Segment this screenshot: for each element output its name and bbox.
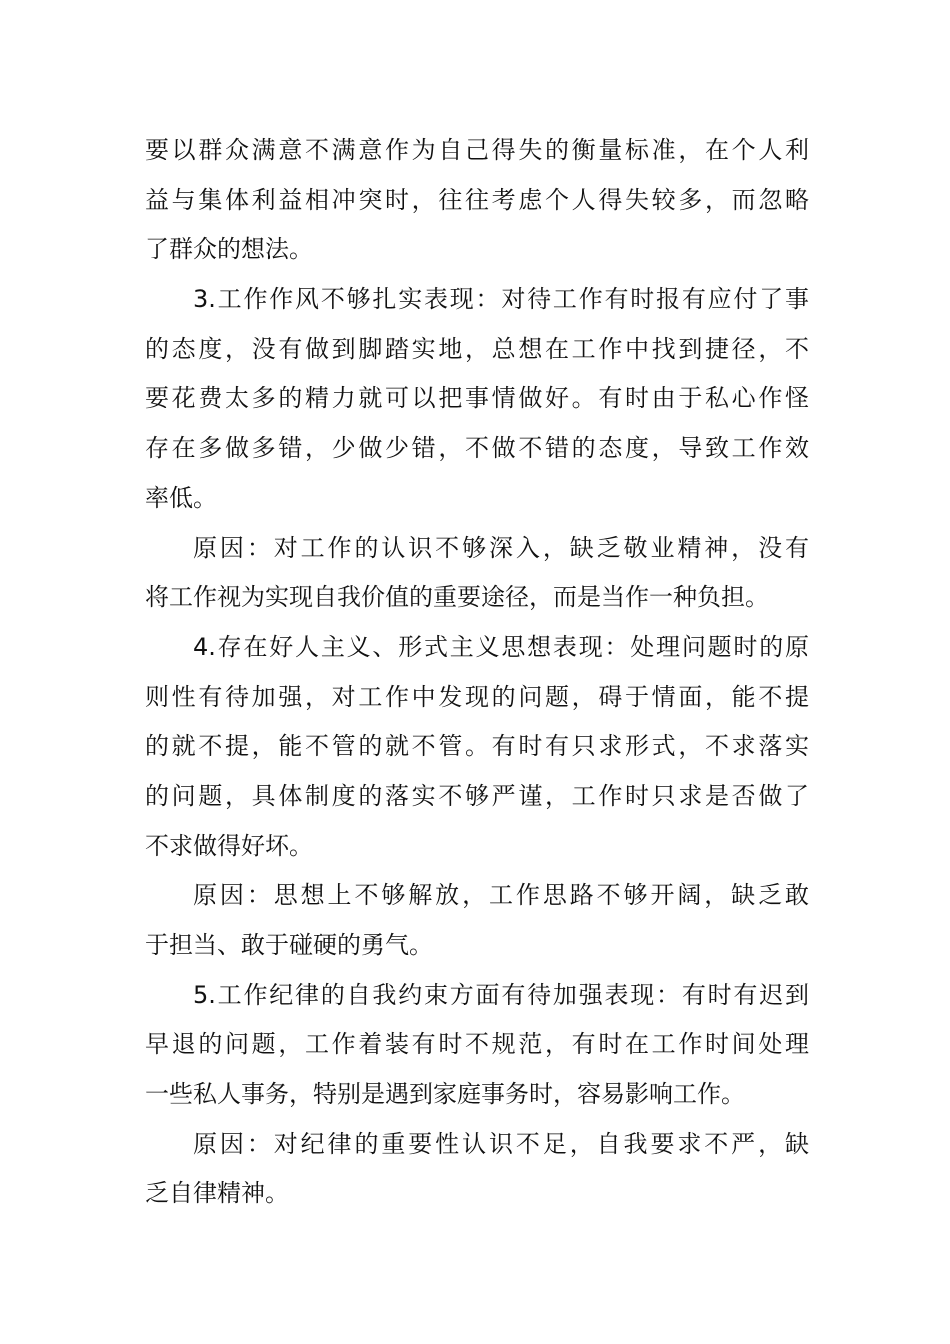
text-line: 5.工作纪律的自我约束方面有待加强表现：有时有迟到: [193, 980, 809, 1009]
text-line: 率低。: [145, 483, 217, 512]
text-line: 了群众的想法。: [145, 235, 313, 264]
text-line: 的问题，具体制度的落实不够严谨，工作时只求是否做了: [145, 781, 809, 810]
text-line: 4.存在好人主义、形式主义思想表现：处理问题时的原: [193, 632, 809, 661]
text-line: 早退的问题，工作着装有时不规范，有时在工作时间处理: [145, 1030, 809, 1059]
text-line: 不求做得好坏。: [145, 831, 313, 860]
text-line: 要花费太多的精力就可以把事情做好。有时由于私心作怪: [145, 384, 809, 413]
text-line: 一些私人事务，特别是遇到家庭事务时，容易影响工作。: [145, 1080, 745, 1109]
text-line: 将工作视为实现自我价值的重要途径，而是当作一种负担。: [145, 583, 769, 612]
text-line: 则性有待加强，对工作中发现的问题，碍于情面，能不提: [145, 682, 809, 711]
text-line: 原因：对纪律的重要性认识不足，自我要求不严，缺: [193, 1129, 809, 1158]
text-line: 原因：对工作的认识不够深入，缺乏敬业精神，没有: [193, 533, 809, 562]
text-line: 的就不提，能不管的就不管。有时有只求形式，不求落实: [145, 732, 809, 761]
text-line: 要以群众满意不满意作为自己得失的衡量标准，在个人利: [145, 136, 809, 164]
text-line: 益与集体利益相冲突时，往往考虑个人得失较多，而忽略: [145, 185, 809, 214]
text-line: 的态度，没有做到脚踏实地，总想在工作中找到捷径，不: [145, 334, 809, 363]
document-body: [145, 126, 809, 1219]
text-line: 3.工作作风不够扎实表现：对待工作有时报有应付了事: [193, 285, 809, 314]
text-line: 乏自律精神。: [145, 1179, 289, 1208]
text-line: 存在多做多错，少做少错，不做不错的态度，导致工作效: [145, 434, 809, 463]
text-line: 原因：思想上不够解放，工作思路不够开阔，缺乏敢: [193, 881, 809, 910]
text-line: 于担当、敢于碰硬的勇气。: [145, 931, 433, 959]
